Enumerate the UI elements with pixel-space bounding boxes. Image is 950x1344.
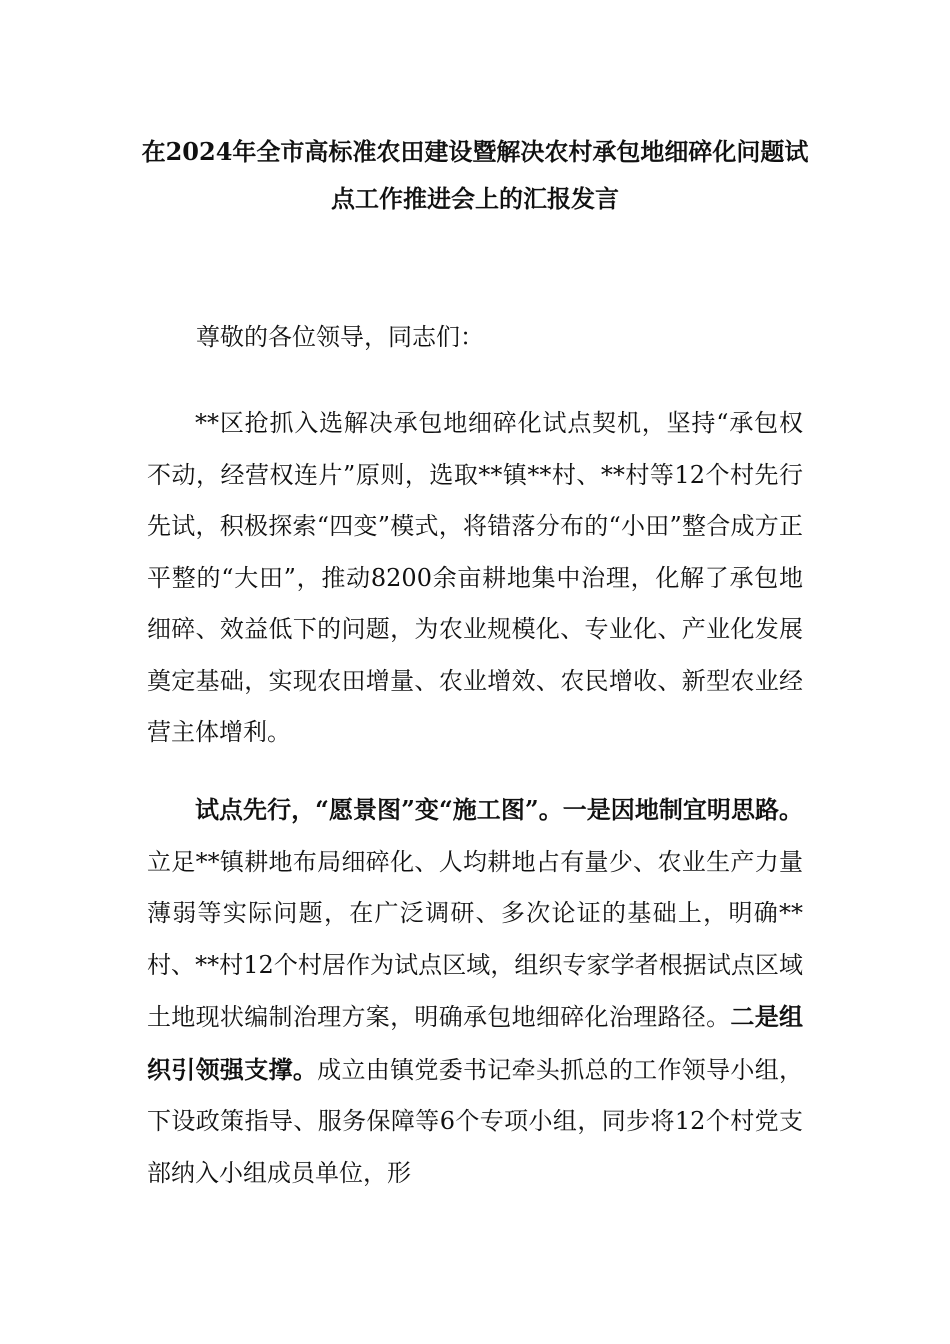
paragraph-intro: **区抢抓入选解决承包地细碎化试点契机，坚持“承包权不动，经营权连片”原则，选取**镇**村、**村等12个村先行先试，积极探索“四变”模式，将错落分布的“小田”整合成方正平整的“大田”，推动8200余亩耕地集中治理，化解了承包地细碎、效益低下的问题，为农业规模化、专业化、产业化发展奠定基础，实现农田增量、农业增效、农民增收、新型农业经营主体增利。 bbox=[147, 409, 803, 746]
point-two-text: 成立由镇党委书记牵头抓总的工作领导小组，下设政策指导、服务保障等6个专项小组，同步将12个村党支部纳入小组成员单位，形 bbox=[147, 1055, 804, 1187]
salutation: 尊敬的各位领导，同志们： bbox=[196, 323, 484, 351]
point-one-title: 一是因地制宜明思路。 bbox=[562, 795, 804, 824]
point-one-text: 立足**镇耕地布局细碎化、人均耕地占有量少、农业生产力量薄弱等实际问题，在广泛调研、多次论证的基础上，明确**村、**村12个村居作为试点区域，组织专家学者根据试点区域土地现状编制治理方案，明确承包地细碎化治理路径。 bbox=[147, 847, 803, 1031]
paragraph-pilot bbox=[147, 784, 803, 1199]
document-title: 在2024年全市高标准农田建设暨解决农村承包地细碎化问题试点工作推进会上的汇报发言 bbox=[141, 137, 809, 213]
point-two-title: 二是组织引领强支撑。 bbox=[147, 1002, 804, 1084]
section-heading: 试点先行，“愿景图”变“施工图”。 bbox=[195, 795, 563, 824]
